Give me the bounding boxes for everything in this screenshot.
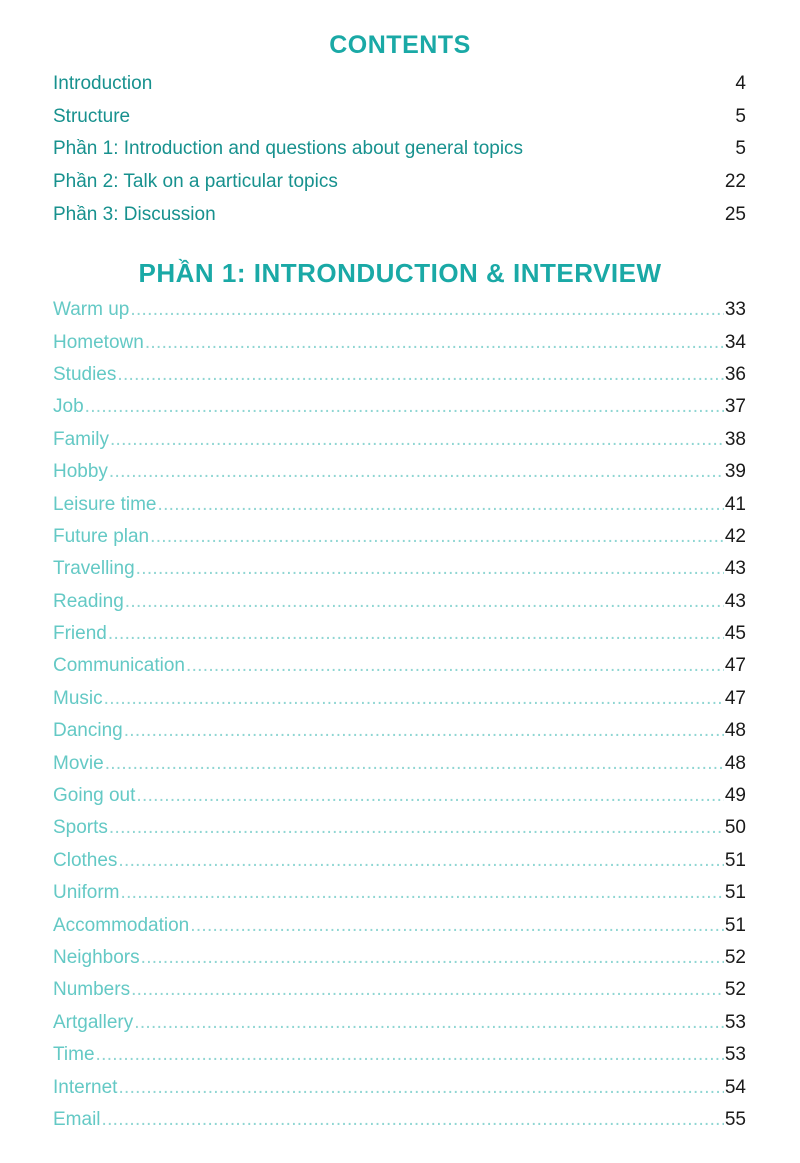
- part1-entry[interactable]: [53, 845, 746, 877]
- page-number: 50: [724, 817, 746, 839]
- part1-entry[interactable]: [53, 942, 746, 974]
- dot-leader: [158, 494, 724, 516]
- part1-entry[interactable]: [53, 424, 746, 456]
- entry-label: Internet: [53, 1076, 118, 1098]
- part1-entry[interactable]: [53, 974, 746, 1006]
- contents-entry[interactable]: [53, 133, 746, 166]
- dot-leader: [102, 1109, 724, 1131]
- dot-leader: [118, 850, 723, 872]
- entry-label: Movie: [53, 752, 104, 774]
- part1-entry[interactable]: [53, 391, 746, 423]
- part1-entry[interactable]: [53, 359, 746, 391]
- part1-entry[interactable]: [53, 1071, 746, 1103]
- part1-entry[interactable]: [53, 456, 746, 488]
- part1-entry[interactable]: [53, 780, 746, 812]
- entry-label: Studies: [53, 363, 117, 385]
- part1-entry[interactable]: [53, 326, 746, 358]
- part1-entry[interactable]: [53, 586, 746, 618]
- part1-entry[interactable]: [53, 1039, 746, 1071]
- entry-label: Structure: [53, 105, 131, 127]
- dot-leader: [150, 526, 724, 548]
- dot-leader: [85, 396, 724, 418]
- dot-leader: [121, 882, 724, 904]
- entry-label: Going out: [53, 785, 136, 807]
- dot-leader: [145, 332, 724, 354]
- page-number: 45: [724, 623, 746, 645]
- page-number: 34: [724, 331, 746, 353]
- part1-entry[interactable]: [53, 715, 746, 747]
- entry-label: Job: [53, 396, 84, 418]
- entry-label: Neighbors: [53, 947, 140, 968]
- page-number: 38: [724, 428, 746, 450]
- page-number: 51: [724, 849, 746, 871]
- entry-label: Travelling: [53, 558, 135, 580]
- page-number: 43: [724, 558, 746, 580]
- page-number: 52: [724, 947, 746, 968]
- page-number: 52: [724, 979, 746, 1001]
- entry-label: Warm up: [53, 299, 130, 321]
- dot-leader: [105, 753, 724, 775]
- entry-label: Music: [53, 687, 103, 709]
- page-number: 54: [724, 1076, 746, 1098]
- dot-leader: [134, 1012, 724, 1034]
- entry-label: Artgallery: [53, 1011, 134, 1033]
- page-number: 43: [724, 590, 746, 612]
- part1-title: PHẦN 1: INTRONDUCTION & INTERVIEW: [138, 258, 662, 288]
- part1-list: [53, 294, 746, 1136]
- dot-leader: [141, 947, 724, 969]
- dot-leader: [110, 429, 724, 451]
- entry-label: Time: [53, 1044, 95, 1066]
- dot-leader: [117, 364, 723, 386]
- contents-list: [53, 68, 746, 231]
- entry-label: Dancing: [53, 720, 123, 742]
- page-number: 33: [724, 299, 746, 321]
- page-number: 47: [724, 655, 746, 677]
- part1-entry[interactable]: [53, 909, 746, 941]
- part1-entry[interactable]: [53, 747, 746, 779]
- part1-entry[interactable]: [53, 650, 746, 682]
- page-number: 37: [724, 396, 746, 418]
- entry-label: Phần 1: Introduction and questions about general topics: [53, 138, 524, 160]
- dot-leader: [136, 558, 724, 580]
- contents-entry[interactable]: [53, 166, 746, 199]
- page-number: 4: [735, 73, 746, 95]
- page-number: 25: [724, 203, 746, 225]
- part1-entry[interactable]: [53, 294, 746, 326]
- entry-label: Hometown: [53, 331, 144, 353]
- entry-label: Communication: [53, 655, 185, 677]
- part1-entry[interactable]: [53, 553, 746, 585]
- part1-entry[interactable]: [53, 812, 746, 844]
- page-number: 53: [724, 1044, 746, 1066]
- dot-leader: [190, 915, 724, 937]
- page-number: 48: [724, 720, 746, 742]
- part1-entry[interactable]: [53, 618, 746, 650]
- entry-label: Family: [53, 428, 109, 450]
- page-number: 47: [724, 687, 746, 709]
- page-number: 5: [735, 105, 746, 127]
- dot-leader: [130, 299, 723, 321]
- contents-entry[interactable]: [53, 68, 746, 101]
- entry-label: Phần 2: Talk on a particular topics: [53, 171, 338, 193]
- part1-entry[interactable]: [53, 1007, 746, 1039]
- dot-leader: [104, 688, 724, 710]
- part1-entry[interactable]: [53, 521, 746, 553]
- part1-entry[interactable]: [53, 683, 746, 715]
- dot-leader: [118, 1077, 723, 1099]
- entry-label: Sports: [53, 817, 108, 839]
- entry-label: Numbers: [53, 979, 131, 1001]
- page-number: 51: [724, 882, 746, 904]
- part1-entry[interactable]: [53, 1104, 746, 1136]
- dot-leader: [136, 785, 723, 807]
- dot-leader: [109, 817, 724, 839]
- part1-entry[interactable]: [53, 488, 746, 520]
- entry-label: Reading: [53, 590, 124, 612]
- entry-label: Uniform: [53, 882, 120, 904]
- entry-label: Clothes: [53, 849, 118, 871]
- page-number: 22: [724, 171, 746, 193]
- dot-leader: [125, 591, 724, 613]
- page-number: 48: [724, 752, 746, 774]
- dot-leader: [124, 720, 724, 742]
- dot-leader: [96, 1044, 724, 1066]
- page-number: 55: [724, 1108, 746, 1130]
- page-number: 5: [735, 138, 746, 160]
- entry-label: Phần 3: Discussion: [53, 203, 216, 225]
- page-number: 49: [724, 785, 746, 807]
- dot-leader: [109, 461, 724, 483]
- entry-label: Leisure time: [53, 493, 157, 515]
- dot-leader: [186, 655, 724, 677]
- page-number: 42: [724, 525, 746, 547]
- entry-label: Accommodation: [53, 914, 190, 936]
- part1-entry[interactable]: [53, 877, 746, 909]
- entry-label: Future plan: [53, 525, 150, 547]
- page-number: 36: [724, 363, 746, 385]
- dot-leader: [108, 623, 724, 645]
- page-number: 39: [724, 461, 746, 483]
- page-number: 41: [724, 493, 746, 515]
- entry-label: Email: [53, 1108, 101, 1130]
- contents-title: CONTENTS: [329, 31, 471, 59]
- entry-label: Friend: [53, 623, 107, 645]
- entry-label: Introduction: [53, 73, 153, 95]
- entry-label: Hobby: [53, 461, 108, 483]
- page-number: 53: [724, 1011, 746, 1033]
- contents-entry[interactable]: [53, 101, 746, 134]
- page-number: 51: [724, 914, 746, 936]
- dot-leader: [131, 979, 724, 1001]
- contents-entry[interactable]: [53, 198, 746, 231]
